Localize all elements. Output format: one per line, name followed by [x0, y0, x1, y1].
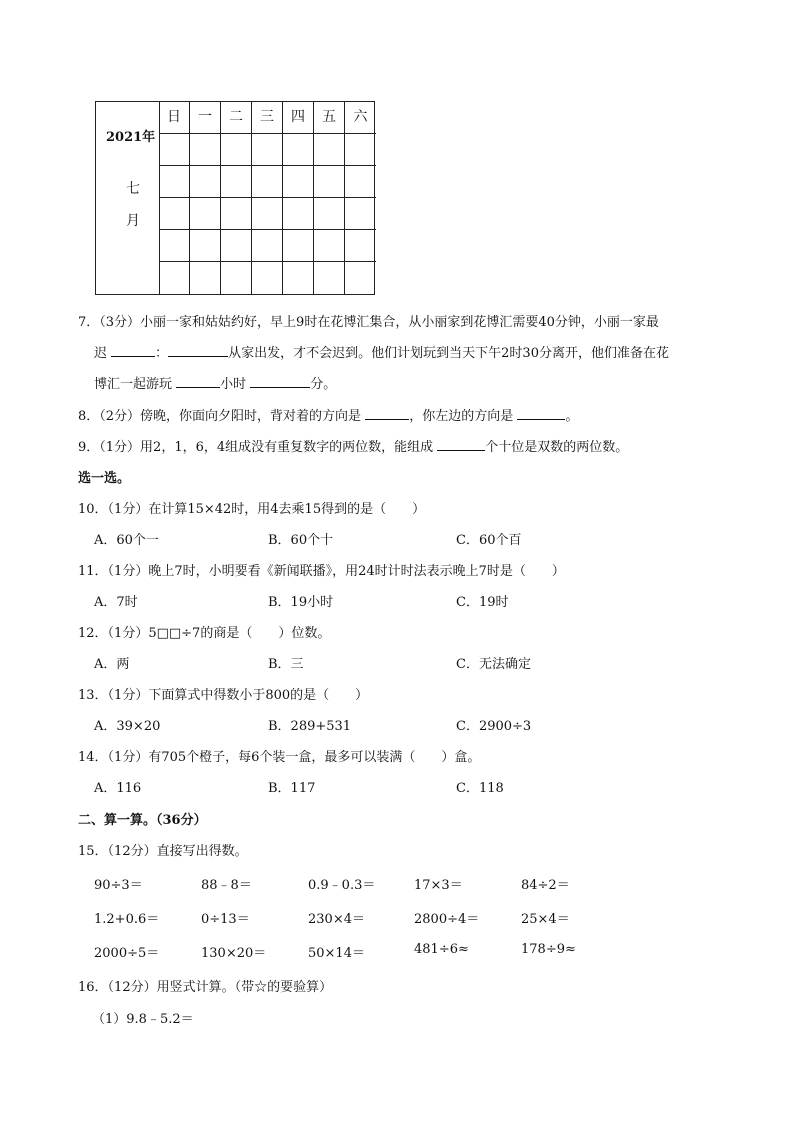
answer-blank-hours[interactable]	[176, 375, 220, 388]
option-b[interactable]: B．19小时	[268, 595, 334, 610]
answer-blank-left[interactable]	[517, 407, 565, 420]
weekday-header: 四	[283, 102, 314, 134]
weekday-header: 一	[190, 102, 221, 134]
calendar-cell	[221, 262, 252, 294]
calc-item: 25×4＝	[521, 912, 570, 927]
calendar-cell	[190, 134, 221, 166]
vertical-calc-item-1: （1）9.8﹣5.2＝	[92, 1012, 194, 1027]
calendar-cell	[314, 134, 345, 166]
calendar-cell	[345, 262, 376, 294]
answer-blank-behind[interactable]	[365, 407, 409, 420]
option-b[interactable]: B．60个十	[268, 533, 334, 548]
calendar-cell	[252, 166, 283, 198]
option-a[interactable]: A．39×20	[94, 719, 161, 734]
section-choose-heading: 选一选。	[78, 471, 131, 486]
calendar-cell	[283, 230, 314, 262]
question-12-stem: 12．（1分）5□□÷7的商是（ ）位数。	[78, 626, 331, 641]
question-10-stem: 10．（1分）在计算15×42时，用4去乘15得到的是（ ）	[78, 502, 426, 517]
calendar-cell	[221, 134, 252, 166]
calendar-cell	[221, 166, 252, 198]
option-a[interactable]: A．116	[94, 781, 142, 796]
question-14-stem: 14．（1分）有705个橙子，每6个装一盒，最多可以装满（ ）盒。	[78, 750, 481, 765]
calendar-cell	[252, 230, 283, 262]
calendar-header-cell	[96, 102, 160, 294]
calendar-cell	[283, 134, 314, 166]
calendar-cell	[221, 198, 252, 230]
option-b[interactable]: B．三	[268, 657, 304, 672]
answer-blank-minute[interactable]	[168, 344, 228, 357]
calendar-cell	[190, 166, 221, 198]
calc-item: 88﹣8＝	[201, 878, 252, 893]
calendar-cell	[314, 262, 345, 294]
calendar-cell	[252, 198, 283, 230]
calendar-month-char-1: 七	[126, 181, 140, 197]
question-8: 8．（2分）傍晚，你面向夕阳时，背对着的方向是 ，你左边的方向是 。	[78, 409, 579, 424]
question-7-line-2: 迟 ： 从家出发，才不会迟到。他们计划玩到当天下午2时30分离开，他们准备在花	[94, 346, 669, 361]
calc-item: 0.9﹣0.3＝	[308, 878, 376, 893]
calendar-cell	[345, 230, 376, 262]
question-15-stem: 15．（12分）直接写出得数。	[78, 844, 248, 859]
calc-item: 130×20＝	[201, 946, 267, 961]
option-b[interactable]: B．117	[268, 781, 316, 796]
calc-item: 481÷6≈	[414, 942, 469, 957]
option-c[interactable]: C．19时	[456, 595, 509, 610]
answer-blank-minutes[interactable]	[250, 375, 310, 388]
weekday-header: 日	[159, 102, 190, 134]
calendar-year: 2021年	[106, 130, 156, 145]
question-13-stem: 13．（1分）下面算式中得数小于800的是（ ）	[78, 688, 369, 703]
calendar-cell	[345, 198, 376, 230]
calc-item: 230×4＝	[308, 912, 365, 927]
calc-item: 17×3＝	[414, 878, 463, 893]
calendar-cell	[190, 230, 221, 262]
calendar-cell	[159, 166, 190, 198]
calendar-cell	[159, 198, 190, 230]
weekday-header: 六	[345, 102, 376, 134]
calendar-cell	[221, 230, 252, 262]
calc-item: 90÷3＝	[94, 878, 143, 893]
answer-blank-count[interactable]	[437, 438, 485, 451]
calendar-cell	[190, 198, 221, 230]
calendar-cell	[159, 230, 190, 262]
calc-item: 0÷13＝	[201, 912, 250, 927]
calendar-cell	[252, 262, 283, 294]
calc-item: 50×14＝	[308, 946, 365, 961]
calc-item: 2000÷5＝	[94, 946, 160, 961]
weekday-header: 三	[252, 102, 283, 134]
section-two-heading: 二、算一算。（36分）	[78, 813, 207, 828]
option-c[interactable]: C．118	[456, 781, 504, 796]
calendar-cell	[314, 198, 345, 230]
weekday-header: 二	[221, 102, 252, 134]
calendar-month-char-2: 月	[126, 213, 140, 229]
question-16-stem: 16．（12分）用竖式计算。（带☆的要验算）	[78, 980, 333, 995]
question-11-stem: 11．（1分）晚上7时，小明要看《新闻联播》，用24时计时法表示晚上7时是（ ）	[78, 564, 565, 579]
question-9: 9．（1分）用2，1，6，4组成没有重复数字的两位数，能组成 个十位是双数的两位数。	[78, 440, 629, 455]
calc-item: 2800÷4＝	[414, 912, 480, 927]
option-c[interactable]: C．60个百	[456, 533, 522, 548]
calendar-table	[95, 101, 375, 295]
calendar-cell	[283, 198, 314, 230]
option-b[interactable]: B．289+531	[268, 719, 352, 734]
calendar-cell	[345, 134, 376, 166]
option-a[interactable]: A．两	[94, 657, 130, 672]
question-7-line-3: 博汇一起游玩 小时 分。	[94, 377, 337, 392]
calc-item: 1.2+0.6＝	[94, 912, 160, 927]
calendar-cell	[345, 166, 376, 198]
calendar-grid	[159, 102, 376, 294]
option-c[interactable]: C．无法确定	[456, 657, 531, 672]
option-a[interactable]: A．7时	[94, 595, 138, 610]
calendar-cell	[159, 134, 190, 166]
answer-blank-hour[interactable]	[111, 344, 155, 357]
calendar-cell	[283, 262, 314, 294]
calendar-cell	[314, 230, 345, 262]
calc-item: 178÷9≈	[521, 942, 576, 957]
calendar-cell	[190, 262, 221, 294]
calc-item: 84÷2＝	[521, 878, 570, 893]
calendar-cell	[283, 166, 314, 198]
calendar-cell	[159, 262, 190, 294]
question-7-line-1: 7．（3分）小丽一家和姑姑约好，早上9时在花博汇集合，从小丽家到花博汇需要40分钟，小丽一家最	[78, 315, 659, 330]
calendar-cell	[314, 166, 345, 198]
option-a[interactable]: A．60个一	[94, 533, 159, 548]
weekday-header: 五	[314, 102, 345, 134]
option-c[interactable]: C．2900÷3	[456, 719, 532, 734]
calendar-cell	[252, 134, 283, 166]
